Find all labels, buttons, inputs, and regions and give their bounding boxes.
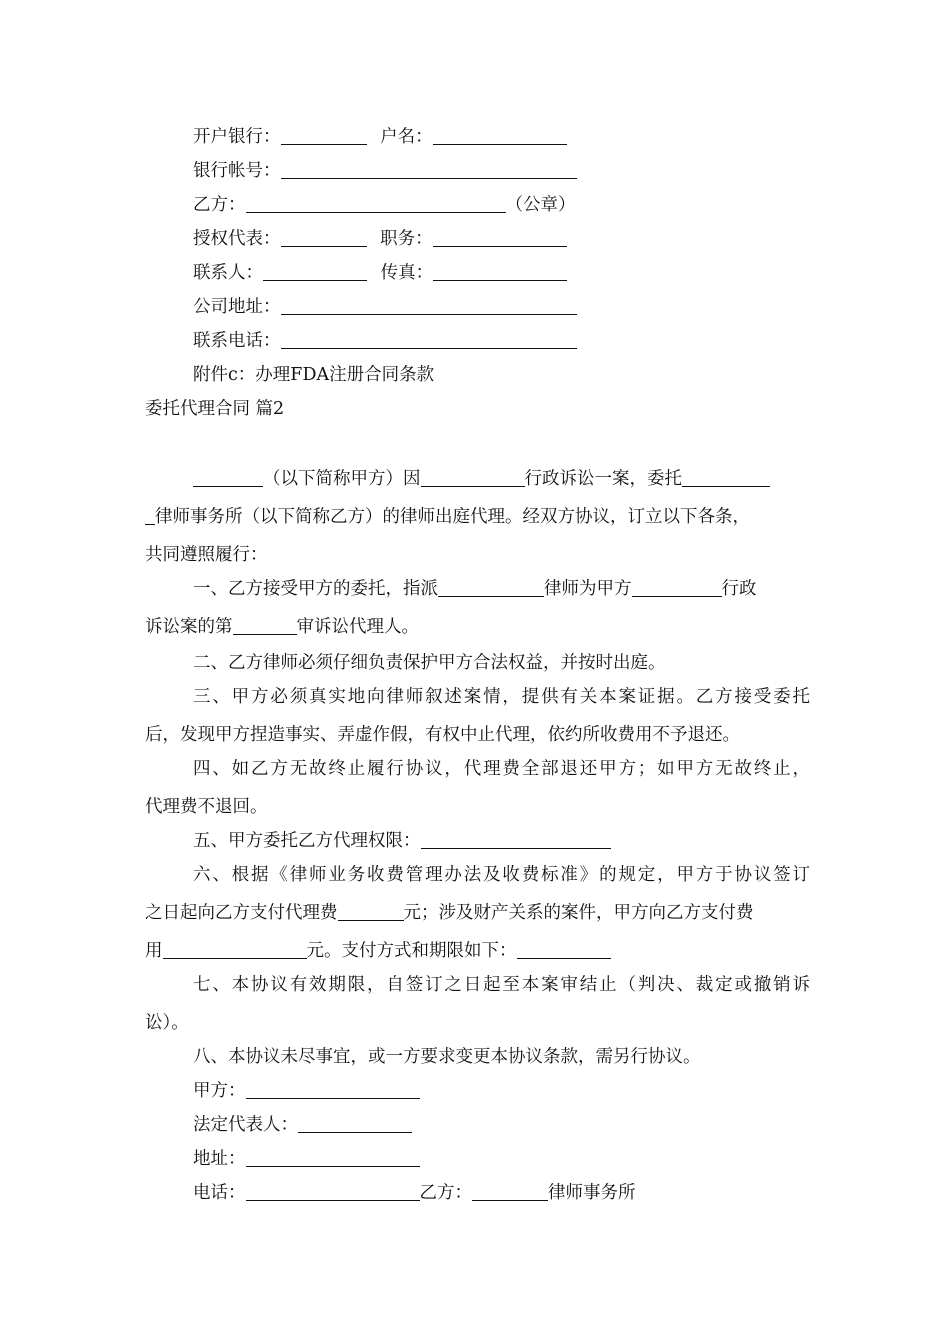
- clause-6-line-1: 六、根据《律师业务收费管理办法及收费标准》的规定，甲方于协议签订: [193, 865, 810, 885]
- bank-label: 开户银行：: [193, 127, 281, 147]
- c6-text-c2: 元。支付方式和期限如下：: [306, 941, 517, 961]
- clause-8: 八、本协议未尽事宜，或一方要求变更本协议条款，需另行协议。: [193, 1047, 701, 1067]
- sig-party-a-label: 甲方：: [193, 1081, 246, 1101]
- sig-phone-label: 电话：: [193, 1183, 246, 1203]
- clause-6-line-3: [145, 934, 810, 968]
- account-name-label: 户名：: [380, 127, 433, 147]
- clause-4-line-2: 代理费不退回。: [145, 797, 268, 817]
- clause-6-line-2: [145, 896, 810, 930]
- party-b-label: 乙方：: [193, 195, 246, 215]
- sig-legal-rep-label: 法定代表人：: [193, 1115, 298, 1135]
- position-label: 职务：: [380, 229, 433, 249]
- contact-label: 联系人：: [193, 263, 263, 283]
- address-blank: [281, 294, 577, 315]
- p1-text-a: （以下简称甲方）因: [263, 469, 421, 489]
- seal-label: （公章）: [505, 195, 576, 215]
- c1-text-b: 律师为甲方: [544, 579, 632, 599]
- bank-line: [193, 120, 810, 154]
- auth-rep-blank: [281, 226, 367, 247]
- lawyer-blank: [438, 576, 544, 597]
- account-name-blank: [433, 124, 567, 145]
- clause-7-line-1: 七、本协议有效期限，自签订之日起至本案审结止（判决、裁定或撤销诉: [193, 975, 810, 995]
- sig-legal-rep-line: [193, 1108, 810, 1142]
- payment-terms-blank: [517, 938, 611, 959]
- fee-blank: [338, 900, 404, 921]
- case-blank: [421, 466, 525, 487]
- sig-party-a-line: [193, 1074, 810, 1108]
- sig-address-blank: [246, 1146, 420, 1167]
- fax-blank: [433, 260, 567, 281]
- firm-blank-cont: [145, 504, 155, 525]
- address-label: 公司地址：: [193, 297, 281, 317]
- para-1-line-3: 共同遵照履行：: [145, 545, 268, 565]
- position-blank: [433, 226, 567, 247]
- bank-blank: [281, 124, 367, 145]
- sig-party-b-label: 乙方：: [419, 1183, 472, 1203]
- account-no-label: 银行帐号：: [193, 161, 281, 181]
- clause-1-line-2: [145, 610, 810, 644]
- sig-address-label: 地址：: [193, 1149, 246, 1169]
- sig-address-line: [193, 1142, 810, 1176]
- phone-line: [193, 324, 810, 358]
- phone-blank: [281, 328, 577, 349]
- c1-text-e: 审诉讼代理人。: [296, 617, 419, 637]
- clause-5: [193, 824, 810, 858]
- address-line: [193, 290, 810, 324]
- party-b-blank: [246, 192, 506, 213]
- account-no-line: [193, 154, 810, 188]
- party-b-line: [193, 188, 810, 222]
- clause-4-line-1: 四、如乙方无故终止履行协议，代理费全部退还甲方；如甲方无故终止，: [193, 759, 810, 779]
- party-a-blank: [193, 466, 263, 487]
- attachment-line: 附件c：办理FDA注册合同条款: [193, 365, 435, 385]
- instance-blank: [233, 614, 297, 635]
- authority-blank: [421, 828, 611, 849]
- property-fee-blank: [163, 938, 307, 959]
- c6-text-b2: 元；涉及财产关系的案件，甲方向乙方支付费: [403, 903, 754, 923]
- p1-text-c: 律师事务所（以下简称乙方）的律师出庭代理。经双方协议，订立以下各条，: [155, 507, 750, 527]
- c1-text-a: 一、乙方接受甲方的委托，指派: [193, 579, 438, 599]
- clause-7-line-2: 讼）。: [145, 1013, 189, 1033]
- account-no-blank: [281, 158, 577, 179]
- sig-law-firm-suffix: 律师事务所: [548, 1183, 636, 1203]
- clause-3-line-1: 三、甲方必须真实地向律师叙述案情，提供有关本案证据。乙方接受委托: [193, 687, 810, 707]
- auth-rep-line: [193, 222, 810, 256]
- para-1-line-2: [145, 500, 810, 534]
- sig-phone-line: [193, 1176, 810, 1210]
- clause-1-line-1: [193, 572, 810, 606]
- c1-text-d: 诉讼案的第: [145, 617, 233, 637]
- clause-3-line-2: 后，发现甲方捏造事实、弄虚作假，有权中止代理，依约所收费用不予退还。: [145, 725, 740, 745]
- clause-2: 二、乙方律师必须仔细负责保护甲方合法权益，并按时出庭。: [193, 653, 666, 673]
- c6-text-b1: 之日起向乙方支付代理费: [145, 903, 338, 923]
- p1-text-b: 行政诉讼一案，委托: [524, 469, 682, 489]
- sig-party-a-blank: [246, 1078, 420, 1099]
- phone-label: 联系电话：: [193, 331, 281, 351]
- section-title: 委托代理合同 篇2: [145, 399, 285, 419]
- contact-line: [193, 256, 810, 290]
- contact-blank: [263, 260, 367, 281]
- fax-label: 传真：: [380, 263, 434, 283]
- sig-legal-rep-blank: [298, 1112, 412, 1133]
- case-type-blank: [632, 576, 722, 597]
- para-1-line-1: [193, 462, 810, 496]
- sig-phone-blank: [246, 1180, 420, 1201]
- sig-firm-blank: [472, 1180, 548, 1201]
- c1-text-c: 行政: [721, 579, 757, 599]
- auth-rep-label: 授权代表：: [193, 229, 281, 249]
- firm-blank: [682, 466, 770, 487]
- c6-text-c1: 用: [145, 941, 163, 961]
- c5-text: 五、甲方委托乙方代理权限：: [193, 831, 421, 851]
